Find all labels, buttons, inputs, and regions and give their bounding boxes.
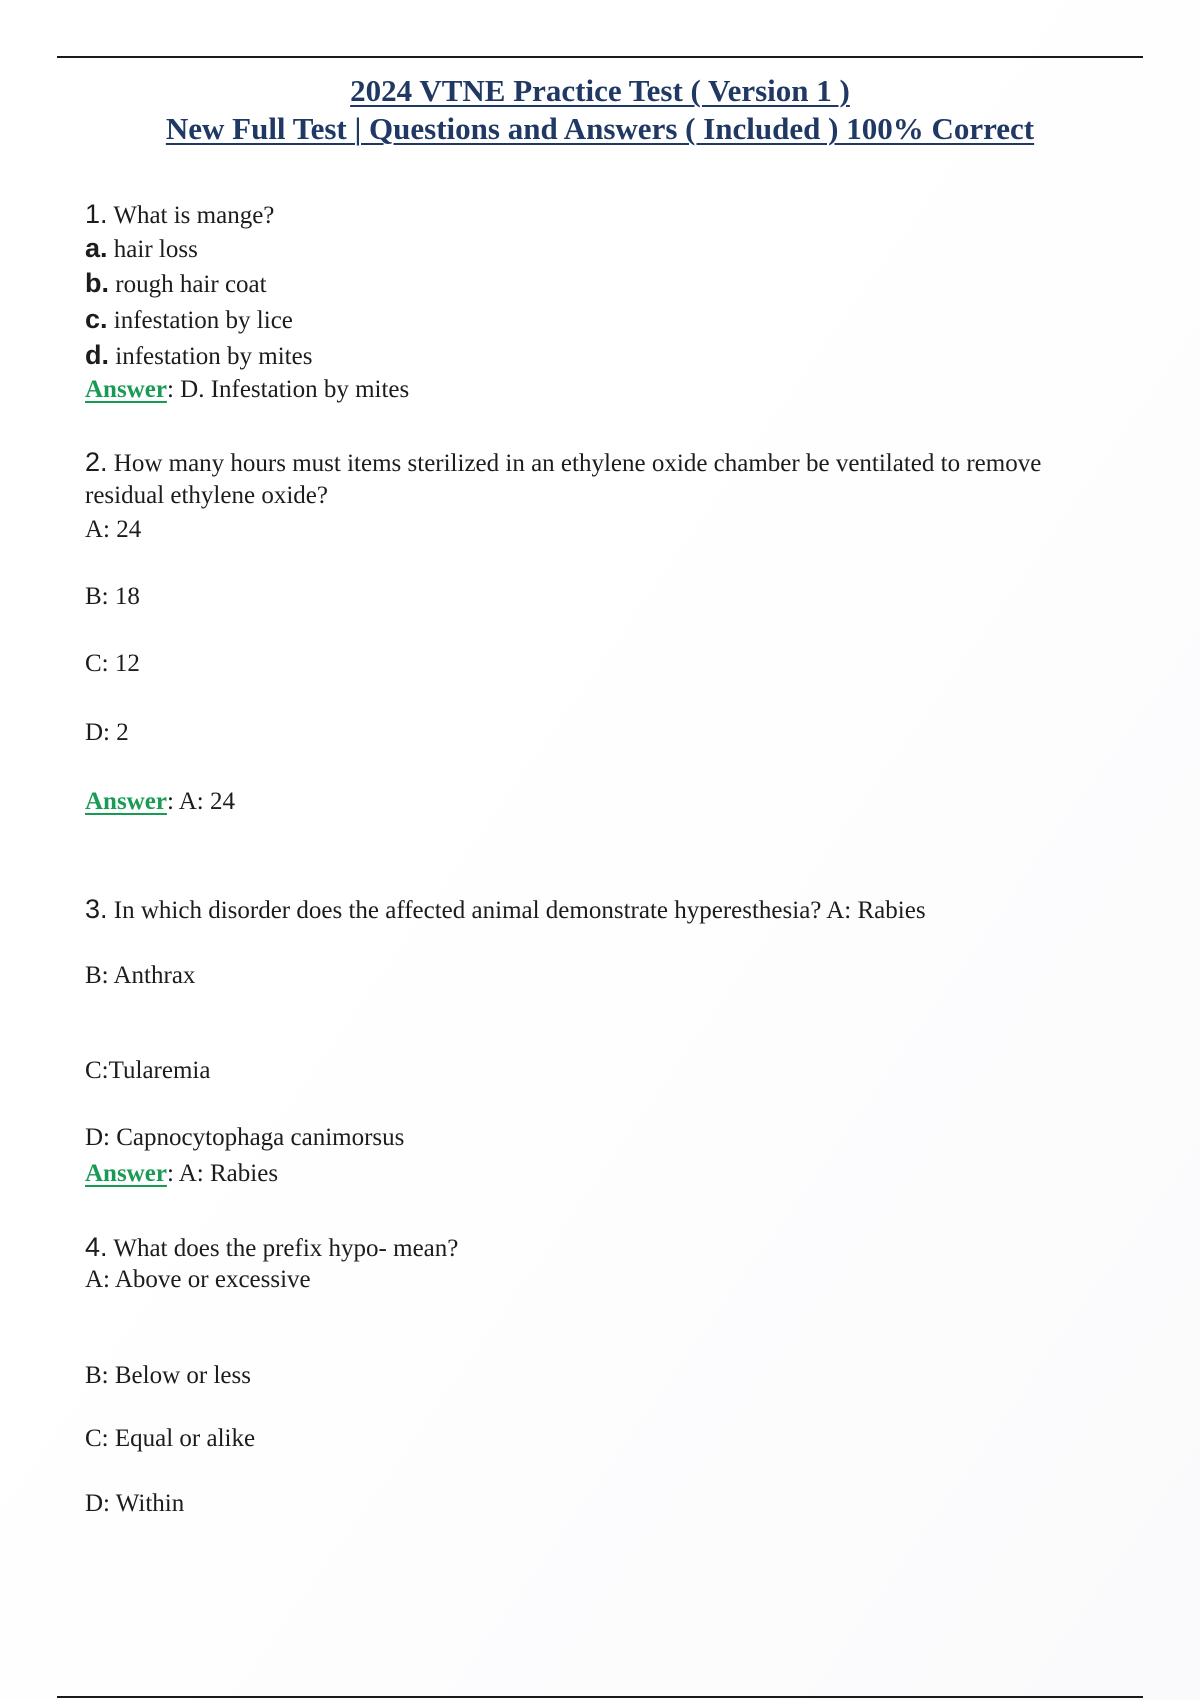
option-letter: c. <box>85 304 108 334</box>
answer-label: Answer <box>85 788 167 815</box>
option-d: D: Capnocytophaga canimorsus <box>85 1124 405 1151</box>
option-text: rough hair coat <box>115 271 267 298</box>
question-text: In which disorder does the affected animal demonstrate hyperesthesia? A: Rabies <box>113 897 926 924</box>
answer-3 <box>85 1158 278 1190</box>
option-a <box>85 232 198 266</box>
question-2 <box>85 446 1095 512</box>
question-text: How many hours must items sterilized in an ethylene oxide chamber be ventilated to remove residual ethylene oxide? <box>85 450 1042 509</box>
title-line-2: New Full Test | Questions and Answers ( Included ) 100% Correct <box>165 111 1035 146</box>
option-c: C:Tularemia <box>85 1057 211 1084</box>
option-letter: b. <box>85 268 109 298</box>
answer-text: : A: Rabies <box>166 1160 279 1187</box>
option-letter: a. <box>85 233 108 263</box>
question-1 <box>85 198 274 232</box>
question-text: What is mange? <box>113 202 275 229</box>
option-b: B: Below or less <box>85 1362 251 1389</box>
question-number: 3. <box>85 894 108 924</box>
option-b: B: Anthrax <box>85 962 196 989</box>
option-d: D: 2 <box>85 719 129 746</box>
option-c: C: 12 <box>85 650 140 677</box>
answer-text: : A: 24 <box>166 788 236 815</box>
option-d: D: Within <box>85 1490 185 1517</box>
option-text: hair loss <box>113 236 198 263</box>
option-a: A: Above or excessive <box>85 1266 311 1293</box>
question-3 <box>85 893 926 927</box>
option-c <box>85 303 293 337</box>
answer-label: Answer <box>85 1160 167 1187</box>
option-b <box>85 267 267 301</box>
bottom-rule <box>57 1696 1143 1698</box>
question-text: What does the prefix hypo- mean? <box>113 1235 459 1262</box>
answer-label: Answer <box>85 376 167 403</box>
option-d <box>85 339 312 373</box>
option-a: A: 24 <box>85 516 142 543</box>
question-number: 2. <box>85 447 108 477</box>
option-text: infestation by lice <box>113 307 293 334</box>
question-number: 4. <box>85 1232 108 1262</box>
question-4 <box>85 1231 458 1265</box>
question-number: 1. <box>85 199 108 229</box>
option-text: infestation by mites <box>115 343 313 370</box>
title-line-1: 2024 VTNE Practice Test ( Version 1 ) <box>350 73 850 108</box>
option-c: C: Equal or alike <box>85 1425 256 1452</box>
answer-1 <box>85 374 409 406</box>
option-b: B: 18 <box>85 583 140 610</box>
answer-text: : D. Infestation by mites <box>166 376 410 403</box>
document-title <box>57 72 1143 148</box>
option-letter: d. <box>85 340 109 370</box>
top-rule <box>57 56 1143 58</box>
answer-2 <box>85 786 235 818</box>
